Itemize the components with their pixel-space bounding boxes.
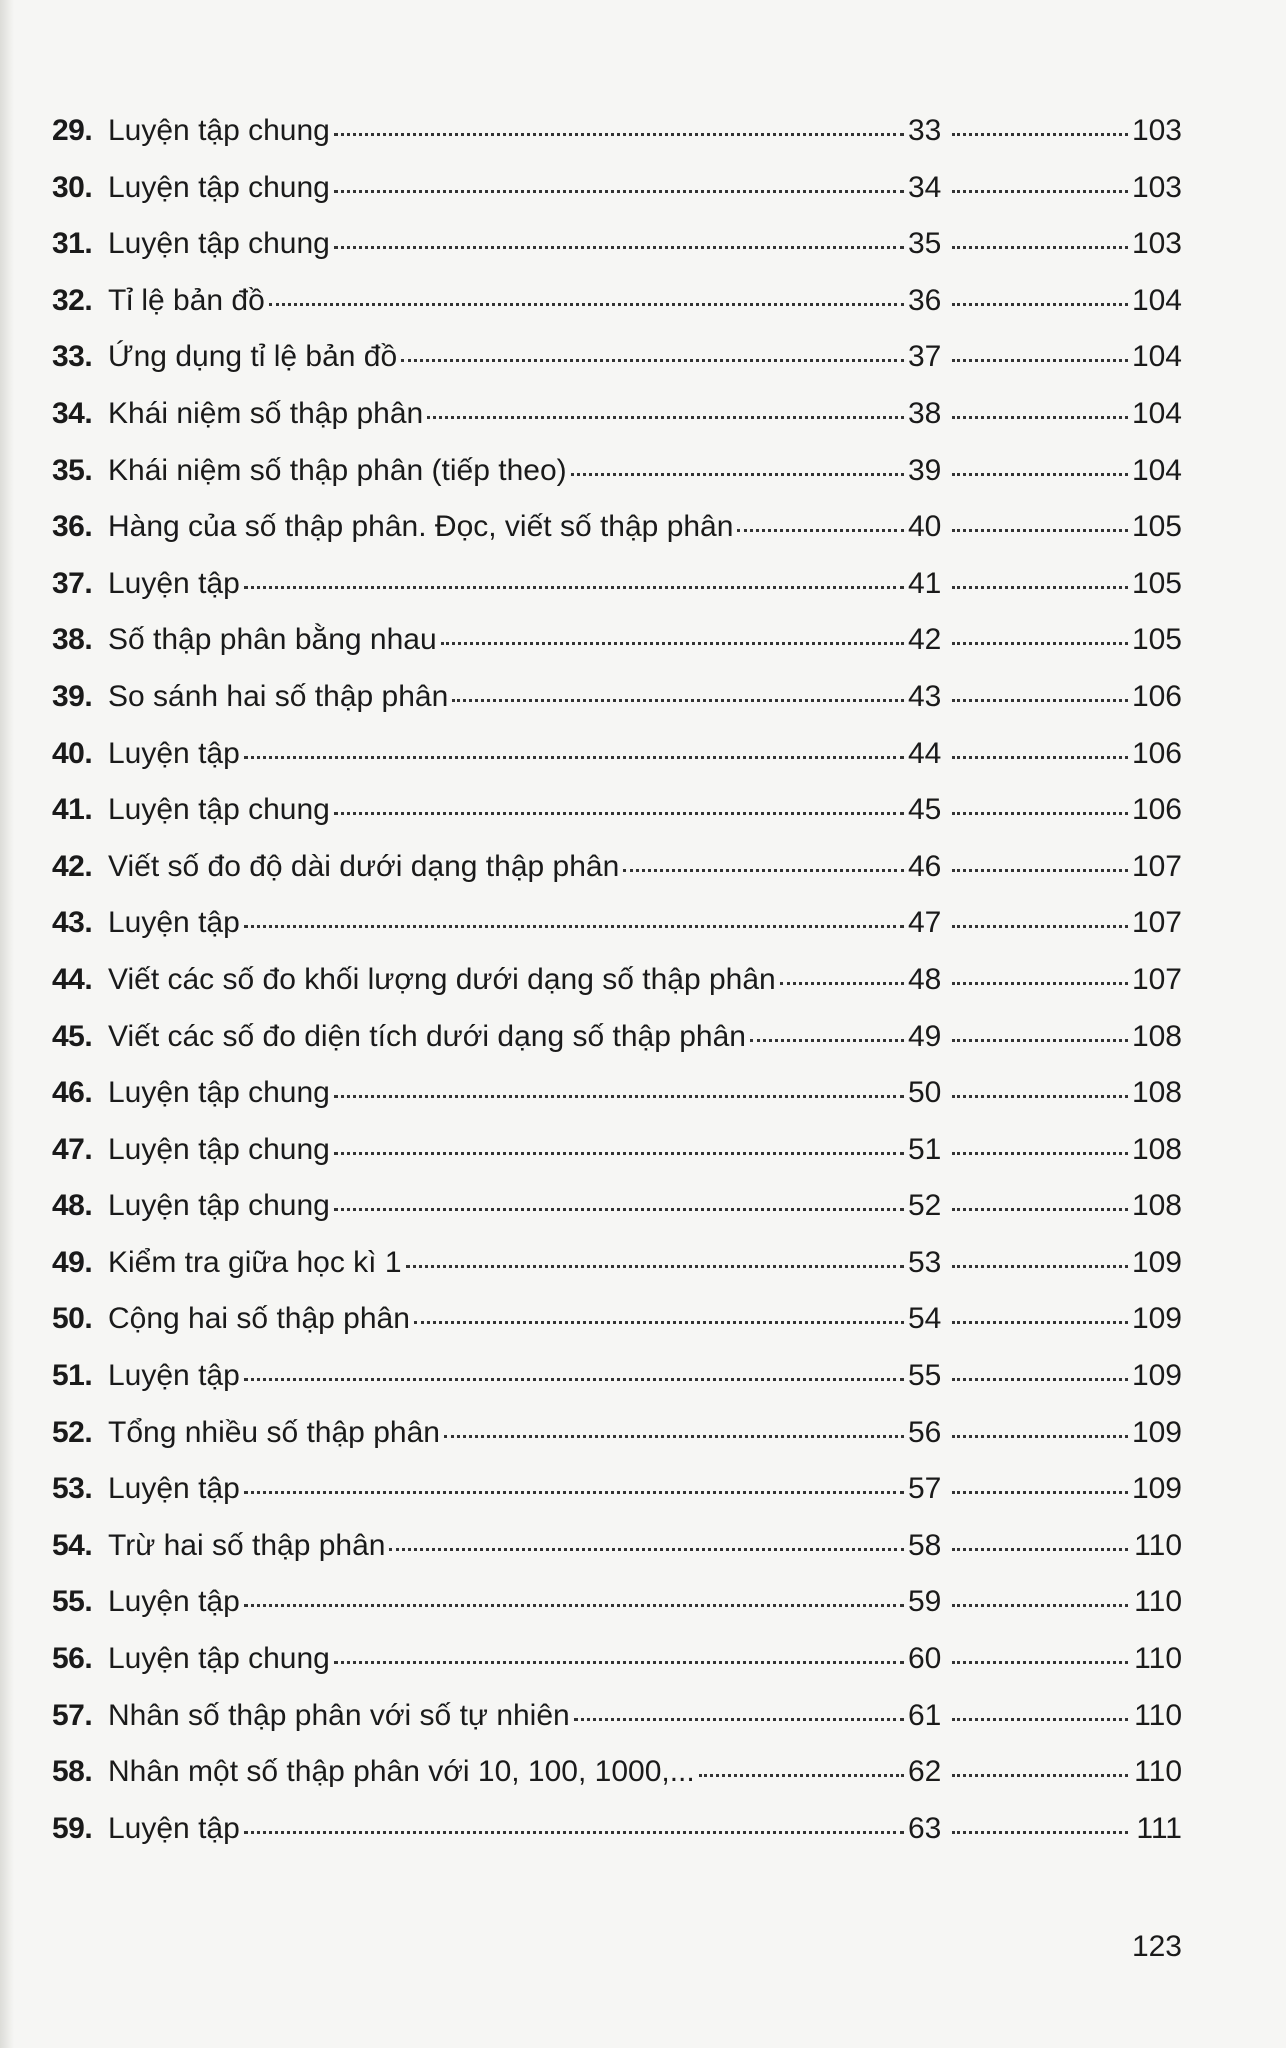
dot-leader [952, 1039, 1128, 1042]
dot-leader [334, 1208, 904, 1211]
toc-entry-answer-page: 110 [1134, 1585, 1182, 1619]
toc-entry-answer-page: 107 [1131, 906, 1182, 940]
dot-leader [952, 1152, 1128, 1155]
dot-leader [952, 1265, 1128, 1268]
dot-leader [334, 1152, 904, 1155]
toc-entry-title: Hàng của số thập phân. Đọc, viết số thập phân [108, 510, 734, 544]
dot-leader [952, 1491, 1128, 1494]
dot-leader [737, 529, 904, 532]
toc-entry [52, 679, 1182, 739]
dot-leader [334, 812, 904, 815]
toc-entry [52, 908, 1182, 965]
toc-entry-title: Viết số đo độ dài dưới dạng thập phân [108, 849, 620, 883]
toc-entry-exercise-page: 61 [908, 1698, 942, 1732]
toc-entry-exercise-page: 38 [908, 396, 942, 430]
toc-entry-number: 41. [52, 793, 93, 827]
toc-entry [52, 1644, 1182, 1701]
dot-leader [334, 190, 904, 193]
dot-leader [952, 473, 1128, 476]
dot-leader [952, 586, 1128, 589]
toc-entry-number: 40. [52, 736, 93, 770]
dot-leader [427, 416, 904, 419]
toc-entry-answer-page: 110 [1134, 1698, 1182, 1732]
toc-entry [52, 1698, 1182, 1758]
dot-leader [780, 982, 904, 985]
toc-entry-number: 39. [52, 679, 93, 713]
toc-entry [52, 1304, 1182, 1361]
toc-entry-exercise-page: 42 [908, 623, 942, 657]
toc-entry-number: 37. [52, 566, 93, 600]
toc-entry-number: 44. [52, 962, 93, 996]
page-number: 123 [1131, 1930, 1182, 1963]
toc-entry-number: 35. [52, 453, 93, 487]
toc-entry-number: 54. [52, 1528, 93, 1562]
toc-entry-number: 33. [52, 340, 93, 374]
toc-entry-answer-page: 108 [1131, 1076, 1182, 1110]
toc-entry [52, 396, 1182, 456]
toc-entry-title: Luyện tập chung [108, 227, 330, 261]
toc-entry-answer-page: 110 [1134, 1755, 1182, 1789]
toc-entry-exercise-page: 50 [908, 1076, 942, 1110]
dot-leader [414, 1321, 904, 1324]
toc-entry-answer-page: 107 [1131, 849, 1182, 883]
dot-leader [952, 1774, 1128, 1777]
dot-leader [952, 133, 1128, 136]
toc-entry-number: 49. [52, 1245, 93, 1279]
toc-entry-exercise-page: 52 [908, 1189, 942, 1223]
toc-entry [52, 1191, 1182, 1248]
toc-entry-title: Khái niệm số thập phân (tiếp theo) [108, 453, 567, 487]
toc-entry-exercise-page: 49 [908, 1019, 942, 1053]
toc-entry-exercise-page: 58 [908, 1528, 942, 1562]
dot-leader [244, 925, 904, 928]
toc-entry-title: Luyện tập [108, 566, 240, 600]
toc-entry-number: 45. [52, 1019, 93, 1053]
toc-entry-number: 43. [52, 906, 93, 940]
dot-leader [952, 756, 1128, 759]
toc-entry-title: Luyện tập chung [108, 1132, 330, 1166]
toc-entry-answer-page: 110 [1134, 1642, 1182, 1676]
dot-leader [952, 812, 1128, 815]
toc-entry [52, 1811, 1182, 1871]
toc-entry-exercise-page: 46 [908, 849, 942, 883]
toc-entry-number: 34. [52, 396, 93, 430]
toc-entry-title: Tổng nhiều số thập phân [108, 1415, 440, 1449]
toc-entry-answer-page: 103 [1131, 170, 1182, 204]
toc-entry-exercise-page: 55 [908, 1359, 942, 1393]
dot-leader [952, 1208, 1128, 1211]
toc-entry-title: Trừ hai số thập phân [108, 1528, 386, 1562]
toc-entry-title: Kiểm tra giữa học kì 1 [108, 1245, 402, 1279]
toc-entry-answer-page: 108 [1131, 1019, 1182, 1053]
dot-leader [952, 303, 1128, 306]
dot-leader [269, 303, 904, 306]
dot-leader [952, 416, 1128, 419]
toc-entry-number: 38. [52, 623, 93, 657]
toc-entry-number: 50. [52, 1302, 93, 1336]
toc-entry [52, 736, 1182, 796]
toc-entry-number: 51. [52, 1359, 93, 1393]
toc-entry [52, 849, 1182, 909]
toc-entry [52, 1019, 1182, 1079]
toc-entry-number: 59. [52, 1811, 93, 1845]
dot-leader [952, 1831, 1128, 1834]
toc-entry-exercise-page: 51 [908, 1132, 942, 1166]
toc-entry [52, 566, 1182, 626]
toc-entry-answer-page: 108 [1131, 1189, 1182, 1223]
toc-entry [52, 116, 1182, 173]
toc-entry-answer-page: 104 [1131, 340, 1182, 374]
dot-leader [952, 1378, 1128, 1381]
table-of-contents [52, 116, 1182, 1870]
toc-entry-title: Viết các số đo diện tích dưới dạng số thập phân [108, 1019, 746, 1053]
toc-entry-answer-page: 109 [1131, 1472, 1182, 1506]
toc-entry [52, 625, 1182, 682]
toc-entry-title: Luyện tập chung [108, 114, 330, 147]
toc-entry-title: So sánh hai số thập phân [108, 679, 449, 713]
toc-entry-exercise-page: 39 [908, 453, 942, 487]
toc-entry-title: Luyện tập [108, 1585, 240, 1619]
toc-entry [52, 1078, 1182, 1135]
toc-entry-answer-page: 109 [1131, 1359, 1182, 1393]
toc-entry [52, 1132, 1182, 1192]
dot-leader [334, 246, 904, 249]
toc-entry-exercise-page: 56 [908, 1415, 942, 1449]
toc-entry [52, 342, 1182, 399]
toc-entry-exercise-page: 62 [908, 1755, 942, 1789]
toc-entry [52, 1245, 1182, 1305]
toc-entry-answer-page: 107 [1131, 962, 1182, 996]
toc-entry-title: Luyện tập [108, 736, 240, 770]
dot-leader [952, 1604, 1128, 1607]
toc-entry [52, 1474, 1182, 1531]
toc-entry-answer-page: 108 [1131, 1132, 1182, 1166]
dot-leader [952, 246, 1128, 249]
toc-entry-answer-page: 106 [1131, 679, 1182, 713]
dot-leader [334, 133, 904, 136]
toc-entry [52, 1757, 1182, 1814]
dot-leader [406, 1265, 904, 1268]
toc-entry-exercise-page: 59 [908, 1585, 942, 1619]
toc-entry-exercise-page: 57 [908, 1472, 942, 1506]
page-edge-shadow [0, 0, 14, 2048]
dot-leader [952, 1435, 1128, 1438]
toc-entry [52, 283, 1182, 343]
toc-entry-number: 57. [52, 1698, 93, 1732]
dot-leader [444, 1435, 904, 1438]
toc-entry-answer-page: 105 [1131, 623, 1182, 657]
toc-entry-exercise-page: 35 [908, 227, 942, 261]
toc-entry-answer-page: 104 [1131, 283, 1182, 317]
toc-entry-title: Viết các số đo khối lượng dưới dạng số thập phân [108, 962, 776, 996]
toc-entry-exercise-page: 48 [908, 962, 942, 996]
toc-entry-title: Tỉ lệ bản đồ [108, 283, 265, 317]
dot-leader [244, 1604, 904, 1607]
toc-entry-title: Luyện tập [108, 1359, 240, 1393]
toc-entry [52, 512, 1182, 569]
toc-entry-exercise-page: 33 [908, 114, 942, 147]
dot-leader [623, 869, 904, 872]
toc-entry-number: 55. [52, 1585, 93, 1619]
toc-entry-answer-page: 103 [1131, 227, 1182, 261]
dot-leader [750, 1039, 904, 1042]
toc-entry-exercise-page: 41 [908, 566, 942, 600]
dot-leader [334, 1095, 904, 1098]
dot-leader [952, 1095, 1128, 1098]
dot-leader [571, 473, 904, 476]
toc-entry-number: 32. [52, 283, 93, 317]
toc-entry-number: 58. [52, 1755, 93, 1789]
toc-entry-number: 53. [52, 1472, 93, 1506]
toc-entry [52, 453, 1182, 513]
toc-entry-number: 52. [52, 1415, 93, 1449]
dot-leader [952, 699, 1128, 702]
toc-entry-title: Luyện tập [108, 1811, 240, 1845]
toc-entry-exercise-page: 43 [908, 679, 942, 713]
dot-leader [244, 1378, 904, 1381]
toc-entry-title: Luyện tập chung [108, 1076, 330, 1110]
toc-entry-exercise-page: 36 [908, 283, 942, 317]
toc-entry-title: Cộng hai số thập phân [108, 1302, 410, 1336]
toc-entry-answer-page: 104 [1131, 396, 1182, 430]
dot-leader [952, 642, 1128, 645]
dot-leader [952, 1661, 1128, 1664]
toc-entry-exercise-page: 34 [908, 170, 942, 204]
toc-entry-exercise-page: 47 [908, 906, 942, 940]
toc-entry-number: 30. [52, 170, 93, 204]
dot-leader [952, 359, 1128, 362]
toc-entry-answer-page: 103 [1131, 114, 1182, 147]
toc-entry-exercise-page: 63 [908, 1811, 942, 1845]
dot-leader [244, 586, 904, 589]
dot-leader [952, 1321, 1128, 1324]
toc-entry-number: 48. [52, 1189, 93, 1223]
dot-leader [244, 756, 904, 759]
toc-entry-title: Luyện tập chung [108, 1189, 330, 1223]
dot-leader [952, 982, 1128, 985]
toc-entry [52, 1587, 1182, 1644]
toc-entry-answer-page: 110 [1134, 1528, 1182, 1562]
toc-entry-exercise-page: 53 [908, 1245, 942, 1279]
toc-entry-answer-page: 109 [1131, 1302, 1182, 1336]
toc-entry-title: Nhân một số thập phân với 10, 100, 1000,... [108, 1755, 695, 1789]
toc-entry-title: Số thập phân bằng nhau [108, 623, 437, 657]
toc-entry-title: Luyện tập [108, 1472, 240, 1506]
toc-entry-title: Luyện tập chung [108, 793, 330, 827]
toc-entry-number: 42. [52, 849, 93, 883]
toc-entry-title: Luyện tập [108, 906, 240, 940]
toc-entry-title: Khái niệm số thập phân [108, 396, 424, 430]
toc-entry-title: Luyện tập chung [108, 170, 330, 204]
toc-entry-title: Nhân số thập phân với số tự nhiên [108, 1698, 570, 1732]
toc-entry-answer-page: 104 [1131, 453, 1182, 487]
dot-leader [952, 925, 1128, 928]
toc-entry-title: Luyện tập chung [108, 1642, 330, 1676]
toc-entry-number: 29. [52, 114, 93, 147]
dot-leader [389, 1548, 904, 1551]
toc-entry-number: 31. [52, 227, 93, 261]
dot-leader [441, 642, 904, 645]
dot-leader [244, 1491, 904, 1494]
dot-leader [952, 869, 1128, 872]
dot-leader [244, 1831, 904, 1834]
toc-entry-exercise-page: 37 [908, 340, 942, 374]
dot-leader [452, 699, 904, 702]
toc-entry [52, 1415, 1182, 1475]
toc-entry-answer-page: 105 [1131, 566, 1182, 600]
toc-entry-answer-page: 109 [1131, 1415, 1182, 1449]
toc-entry-number: 47. [52, 1132, 93, 1166]
dot-leader [334, 1661, 904, 1664]
toc-entry [52, 1361, 1182, 1418]
dot-leader [401, 359, 904, 362]
dot-leader [952, 529, 1128, 532]
toc-entry-answer-page: 106 [1131, 736, 1182, 770]
toc-entry [52, 795, 1182, 852]
toc-entry-exercise-page: 54 [908, 1302, 942, 1336]
dot-leader [574, 1718, 904, 1721]
toc-entry-number: 46. [52, 1076, 93, 1110]
toc-entry-exercise-page: 44 [908, 736, 942, 770]
toc-entry-number: 36. [52, 510, 93, 544]
toc-entry-number: 56. [52, 1642, 93, 1676]
dot-leader [952, 1548, 1128, 1551]
toc-entry [52, 229, 1182, 286]
dot-leader [952, 1718, 1128, 1721]
toc-entry-answer-page: 111 [1136, 1811, 1182, 1845]
toc-entry [52, 170, 1182, 230]
toc-entry-exercise-page: 60 [908, 1642, 942, 1676]
dot-leader [699, 1774, 904, 1777]
toc-entry-answer-page: 106 [1131, 793, 1182, 827]
toc-entry-title: Ứng dụng tỉ lệ bản đồ [108, 340, 398, 374]
toc-entry [52, 1528, 1182, 1588]
dot-leader [952, 190, 1128, 193]
toc-entry-answer-page: 109 [1131, 1245, 1182, 1279]
toc-entry [52, 962, 1182, 1022]
toc-entry-exercise-page: 45 [908, 793, 942, 827]
toc-entry-exercise-page: 40 [908, 510, 942, 544]
toc-entry-answer-page: 105 [1131, 510, 1182, 544]
